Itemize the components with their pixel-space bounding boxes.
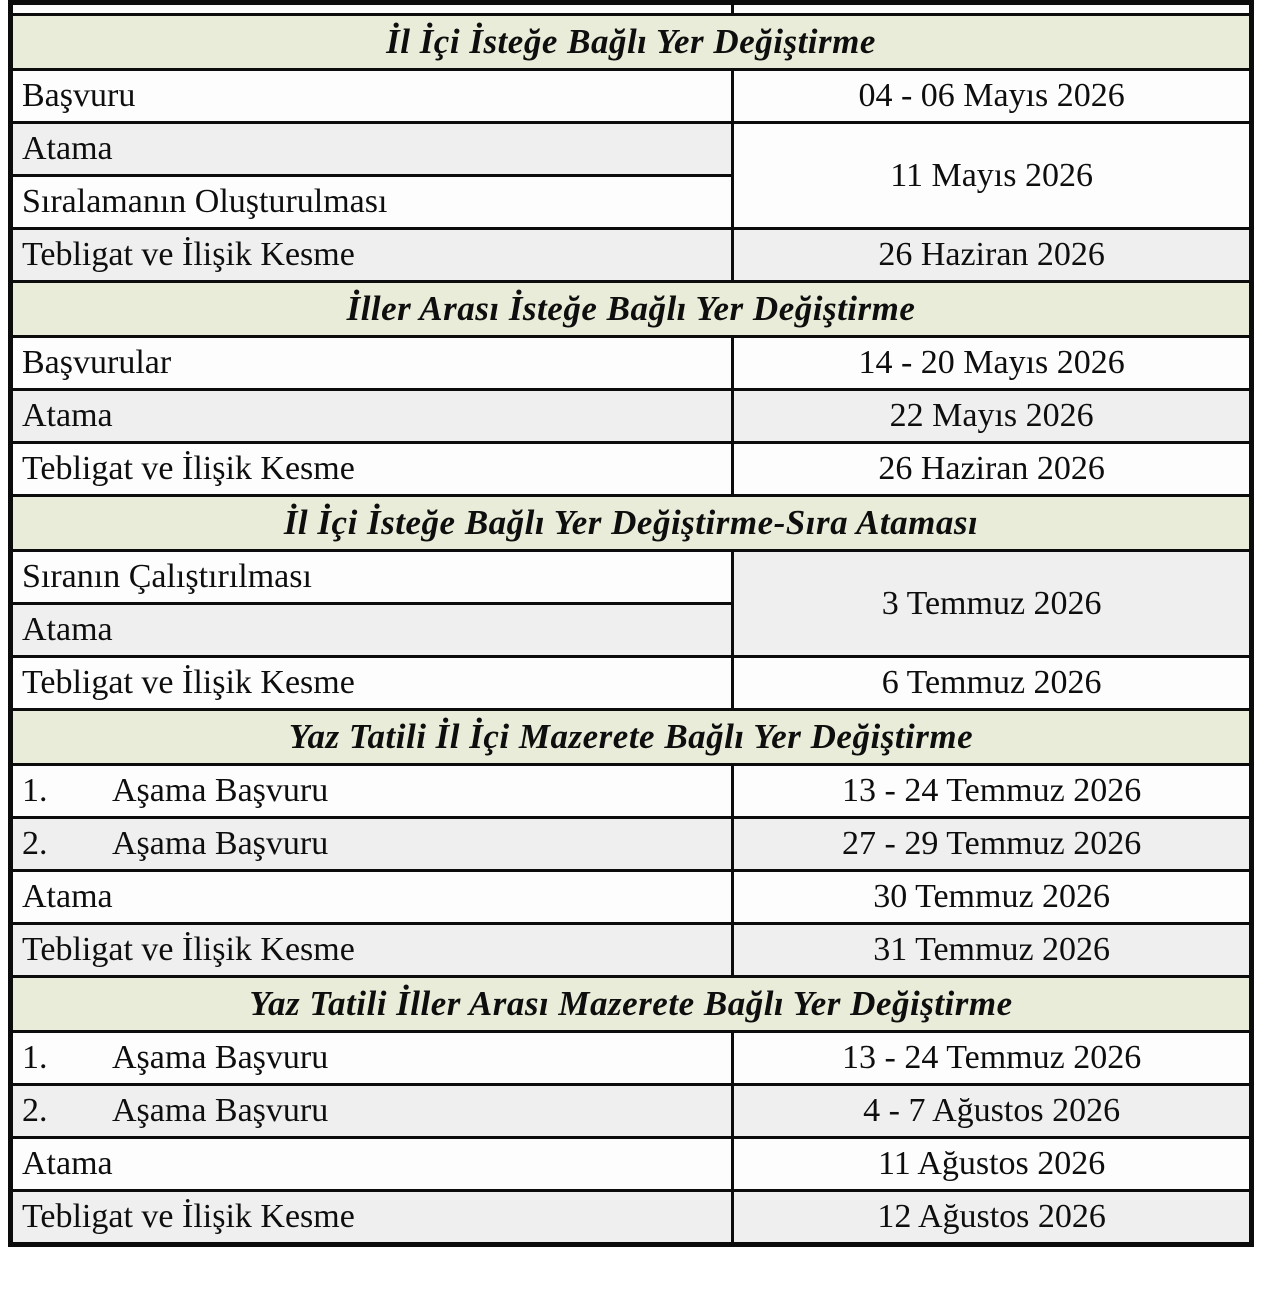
date-cell: 13 - 24 Temmuz 2026 [733, 765, 1252, 818]
activity-cell: Tebligat ve İlişik Kesme [11, 1191, 733, 1245]
activity-cell: Atama [11, 871, 733, 924]
activity-cell: Sıralamanın Oluşturulması [11, 176, 733, 229]
date-cell: 26 Haziran 2026 [733, 229, 1252, 282]
activity-cell: Atama [11, 1138, 733, 1191]
activity-label: Aşama Başvuru [112, 825, 329, 862]
date-cell: 30 Temmuz 2026 [733, 871, 1252, 924]
activity-cell: Başvurular [11, 337, 733, 390]
date-cell: 12 Ağustos 2026 [733, 1191, 1252, 1245]
table-row [11, 337, 1252, 390]
date-cell: 27 - 29 Temmuz 2026 [733, 818, 1252, 871]
date-cell-merged: 3 Temmuz 2026 [733, 551, 1252, 657]
table-row [11, 1191, 1252, 1245]
activity-cell: Tebligat ve İlişik Kesme [11, 443, 733, 496]
section-title: İl İçi İsteğe Bağlı Yer Değiştirme [11, 15, 1252, 70]
section-title: İl İçi İsteğe Bağlı Yer Değiştirme-Sıra Ataması [11, 496, 1252, 551]
partial-activity-cell [11, 3, 733, 15]
section-title: Yaz Tatili İller Arası Mazerete Bağlı Yer Değiştirme [11, 977, 1252, 1032]
section-header-row [11, 15, 1252, 70]
activity-cell: Atama [11, 123, 733, 176]
activity-label: Aşama Başvuru [112, 772, 329, 809]
step-number: 2. [22, 825, 48, 862]
activity-cell: Sıranın Çalıştırılması [11, 551, 733, 604]
section-title: İller Arası İsteğe Bağlı Yer Değiştirme [11, 282, 1252, 337]
partial-date-cell [733, 3, 1252, 15]
date-cell: 31 Temmuz 2026 [733, 924, 1252, 977]
table-row [11, 123, 1252, 176]
step-number: 2. [22, 1092, 48, 1129]
date-cell: 6 Temmuz 2026 [733, 657, 1252, 710]
section-title: Yaz Tatili İl İçi Mazerete Bağlı Yer Değiştirme [11, 710, 1252, 765]
section-header-row [11, 977, 1252, 1032]
date-cell: 4 - 7 Ağustos 2026 [733, 1085, 1252, 1138]
date-cell: 22 Mayıs 2026 [733, 390, 1252, 443]
table-row [11, 390, 1252, 443]
table-row [11, 70, 1252, 123]
table-row [11, 818, 1252, 871]
table-row [11, 1032, 1252, 1085]
activity-cell [11, 1032, 733, 1085]
transfer-schedule-table [8, 0, 1254, 1247]
date-cell: 13 - 24 Temmuz 2026 [733, 1032, 1252, 1085]
section-header-row [11, 496, 1252, 551]
table-row [11, 1085, 1252, 1138]
step-number: 1. [22, 772, 48, 809]
activity-cell: Atama [11, 390, 733, 443]
activity-cell: Tebligat ve İlişik Kesme [11, 657, 733, 710]
section-header-row [11, 282, 1252, 337]
table-row [11, 765, 1252, 818]
activity-cell [11, 765, 733, 818]
activity-cell [11, 1085, 733, 1138]
date-cell: 14 - 20 Mayıs 2026 [733, 337, 1252, 390]
table-row [11, 1138, 1252, 1191]
date-cell-merged: 11 Mayıs 2026 [733, 123, 1252, 229]
date-cell: 04 - 06 Mayıs 2026 [733, 70, 1252, 123]
activity-cell: Atama [11, 604, 733, 657]
activity-cell: Tebligat ve İlişik Kesme [11, 924, 733, 977]
activity-label: Aşama Başvuru [112, 1092, 329, 1129]
date-cell: 26 Haziran 2026 [733, 443, 1252, 496]
table-row [11, 229, 1252, 282]
activity-cell: Tebligat ve İlişik Kesme [11, 229, 733, 282]
partial-top-row [11, 3, 1252, 15]
section-header-row [11, 710, 1252, 765]
table-row [11, 924, 1252, 977]
date-cell: 11 Ağustos 2026 [733, 1138, 1252, 1191]
table-row [11, 657, 1252, 710]
table-row [11, 551, 1252, 604]
activity-cell [11, 818, 733, 871]
activity-label: Aşama Başvuru [112, 1039, 329, 1076]
step-number: 1. [22, 1039, 48, 1076]
table-row [11, 443, 1252, 496]
activity-cell: Başvuru [11, 70, 733, 123]
table-row [11, 871, 1252, 924]
